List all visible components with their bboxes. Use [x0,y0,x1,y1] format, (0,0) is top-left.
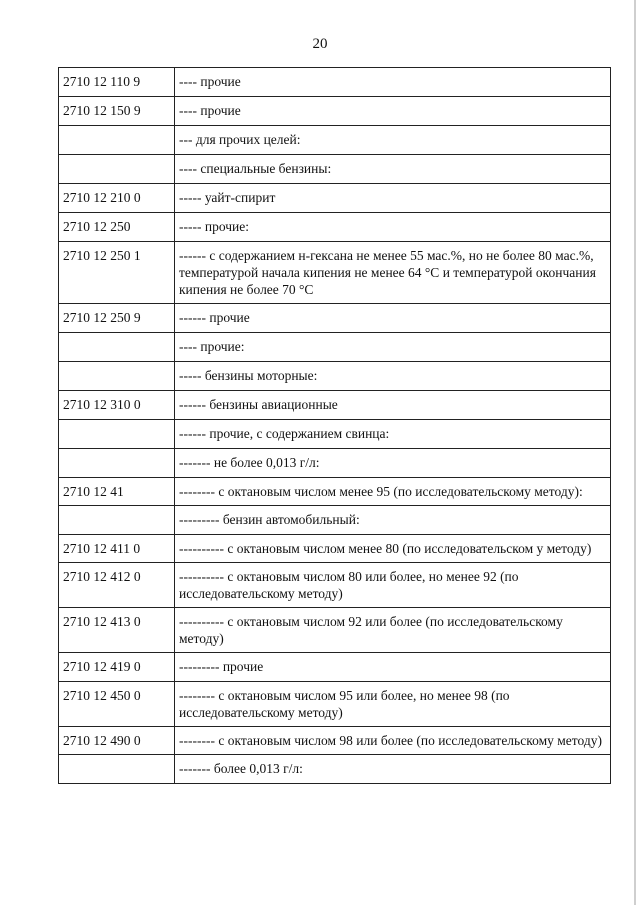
table-row [59,563,611,608]
description-cell: ---------- с октановым числом 80 или более, но менее 92 (по исследовательскому методу) [175,563,611,608]
code-cell: 2710 12 412 0 [59,563,175,608]
page-number: 20 [312,36,328,52]
table-row [59,449,611,478]
description-cell: ----- прочие: [175,213,611,242]
description-cell: ------ бензины авиационные [175,391,611,420]
description-cell: ------ прочие, с содержанием свинца: [175,420,611,449]
scan-edge-line [634,0,636,905]
table-row [59,333,611,362]
table-row [59,304,611,333]
description-cell: ---- прочие [175,68,611,97]
description-cell: ---- специальные бензины: [175,155,611,184]
description-cell: --------- прочие [175,653,611,682]
description-cell: ---------- с октановым числом 92 или более (по исследовательскому методу) [175,608,611,653]
code-cell: 2710 12 413 0 [59,608,175,653]
table-row [59,362,611,391]
code-cell: 2710 12 41 [59,478,175,506]
description-cell: --- для прочих целей: [175,126,611,155]
description-cell: ------- не более 0,013 г/л: [175,449,611,478]
code-cell: 2710 12 310 0 [59,391,175,420]
table-row [59,213,611,242]
table-row [59,727,611,755]
description-cell: ------ прочие [175,304,611,333]
description-cell: --------- бензин автомобильный: [175,506,611,535]
table-body [59,68,611,784]
code-cell: 2710 12 150 9 [59,97,175,126]
description-cell: ---------- с октановым числом менее 80 (по исследовательском у методу) [175,535,611,563]
description-cell: ----- уайт-спирит [175,184,611,213]
table-row [59,391,611,420]
table-row [59,126,611,155]
table-row [59,478,611,506]
description-cell: -------- с октановым числом 98 или более (по исследовательскому методу) [175,727,611,755]
code-cell: 2710 12 250 [59,213,175,242]
code-cell: 2710 12 411 0 [59,535,175,563]
code-cell [59,126,175,155]
tariff-code-table [58,67,611,784]
table-row [59,155,611,184]
table-row [59,506,611,535]
description-cell: ------- более 0,013 г/л: [175,755,611,784]
table-row [59,535,611,563]
code-cell [59,755,175,784]
code-cell: 2710 12 250 1 [59,242,175,304]
table-row [59,608,611,653]
table-row [59,242,611,304]
description-cell: ----- бензины моторные: [175,362,611,391]
code-cell [59,420,175,449]
table-row [59,68,611,97]
table-row [59,682,611,727]
table-row [59,184,611,213]
description-cell: ---- прочие [175,97,611,126]
description-cell: ---- прочие: [175,333,611,362]
table-row [59,653,611,682]
table-row [59,755,611,784]
code-cell [59,362,175,391]
code-cell [59,155,175,184]
code-cell: 2710 12 490 0 [59,727,175,755]
description-cell: -------- с октановым числом менее 95 (по исследовательскому методу): [175,478,611,506]
code-cell [59,333,175,362]
description-cell: ------ с содержанием н-гексана не менее 55 мас.%, но не более 80 мас.%, температурой начала кипения не менее 64 °С и температурой окончания кипения не более 70 °С [175,242,611,304]
table-row [59,97,611,126]
code-cell: 2710 12 419 0 [59,653,175,682]
table-row [59,420,611,449]
code-cell: 2710 12 450 0 [59,682,175,727]
code-cell [59,506,175,535]
code-cell: 2710 12 110 9 [59,68,175,97]
description-cell: -------- с октановым числом 95 или более, но менее 98 (по исследовательскому методу) [175,682,611,727]
code-cell: 2710 12 210 0 [59,184,175,213]
code-cell [59,449,175,478]
code-cell: 2710 12 250 9 [59,304,175,333]
